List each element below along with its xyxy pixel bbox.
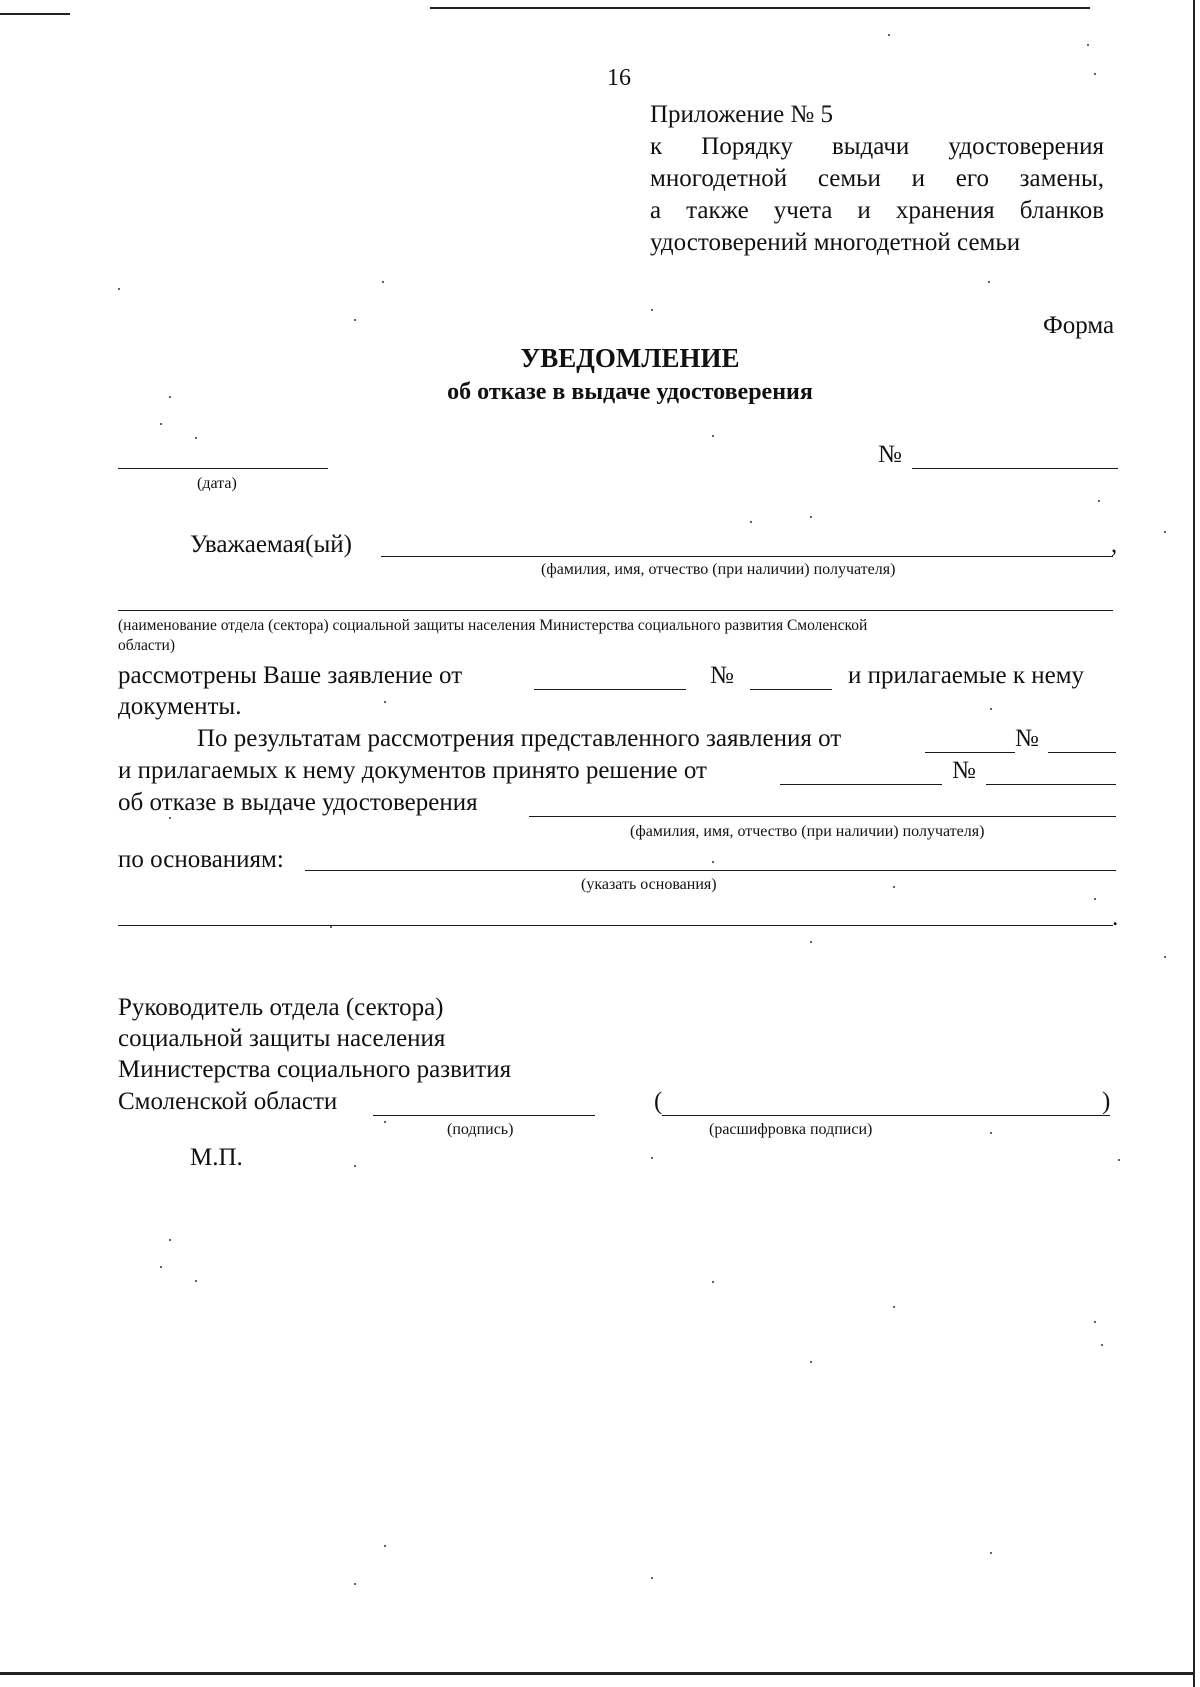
signatory-line-1: Руководитель отдела (сектора) bbox=[118, 994, 444, 1021]
scan-speck bbox=[169, 817, 171, 819]
scan-speck bbox=[988, 281, 990, 283]
notice-number-sign: № bbox=[878, 441, 902, 468]
department-caption-2: области) bbox=[118, 637, 175, 654]
scan-speck bbox=[354, 319, 356, 321]
scan-speck bbox=[354, 1583, 356, 1585]
scan-speck bbox=[118, 288, 120, 290]
scan-speck bbox=[810, 1361, 812, 1363]
scan-speck bbox=[195, 1280, 197, 1282]
scan-speck bbox=[1094, 73, 1096, 75]
page-number: 16 bbox=[607, 65, 631, 91]
paragraph1-text-2: и прилагаемые к нему bbox=[848, 662, 1085, 689]
appendix-line-4: удостоверений многодетной семьи bbox=[650, 229, 1021, 256]
date-caption: (дата) bbox=[197, 475, 237, 492]
grounds-caption: (указать основания) bbox=[581, 876, 717, 893]
scan-speck bbox=[169, 396, 171, 398]
signatory-line-3: Министерства социального развития bbox=[118, 1056, 512, 1083]
scan-speck bbox=[990, 708, 992, 710]
scan-speck bbox=[1164, 531, 1166, 533]
scan-speck bbox=[990, 1132, 992, 1134]
notice-number-line[interactable] bbox=[912, 468, 1118, 469]
appendix-line-2: многодетной семьи и его замены, bbox=[650, 165, 1104, 192]
scan-speck bbox=[893, 886, 895, 888]
paragraph1-line-2: документы. bbox=[118, 693, 242, 720]
document-subtitle: об отказе в выдаче удостоверения bbox=[447, 379, 813, 405]
scan-speck bbox=[1094, 898, 1096, 900]
scan-speck bbox=[712, 1281, 714, 1283]
form-label: Форма bbox=[1043, 312, 1115, 339]
signature-decode-caption: (расшифровка подписи) bbox=[709, 1121, 873, 1138]
appendix-line-3: а также учета и хранения бланков bbox=[650, 197, 1104, 224]
paragraph2-line-3: об отказе в выдаче удостоверения bbox=[118, 789, 478, 816]
scan-speck bbox=[169, 1239, 171, 1241]
application-number-line[interactable] bbox=[750, 689, 832, 690]
scan-speck bbox=[712, 435, 714, 437]
application-date-line[interactable] bbox=[534, 689, 686, 690]
grounds-end-dot: . bbox=[1112, 904, 1119, 931]
grounds-label: по основаниям: bbox=[118, 846, 284, 873]
decision-number-line[interactable] bbox=[986, 784, 1116, 785]
signature-close-paren: ) bbox=[1102, 1088, 1111, 1115]
scan-speck bbox=[990, 1552, 992, 1554]
scan-speck bbox=[750, 521, 752, 523]
department-line[interactable] bbox=[118, 610, 1113, 611]
paragraph2-line-1: По результатам рассмотрения представленного заявления от bbox=[197, 725, 842, 752]
scan-speck bbox=[1118, 1159, 1120, 1161]
review-application-date-line[interactable] bbox=[925, 752, 1015, 753]
scan-speck bbox=[160, 1266, 162, 1268]
signatory-line-4: Смоленской области bbox=[118, 1088, 338, 1115]
paragraph2-line-2: и прилагаемых к нему документов принято решение от bbox=[118, 757, 707, 784]
scan-speck bbox=[160, 423, 162, 425]
scan-speck bbox=[384, 1121, 386, 1123]
recipient-name-caption: (фамилия, имя, отчество (при наличии) получателя) bbox=[541, 561, 896, 578]
paragraph2-number-sign-2: № bbox=[952, 757, 976, 784]
refusal-recipient-caption: (фамилия, имя, отчество (при наличии) получателя) bbox=[630, 823, 985, 840]
scan-speck bbox=[1101, 1344, 1103, 1346]
scan-edge-bottom bbox=[0, 1672, 1193, 1675]
greeting-comma: , bbox=[1111, 531, 1118, 558]
scan-speck bbox=[1087, 44, 1089, 46]
scan-speck bbox=[810, 941, 812, 943]
decision-date-line[interactable] bbox=[780, 784, 942, 785]
scan-speck bbox=[384, 701, 386, 703]
signature-decode-line[interactable] bbox=[662, 1115, 1110, 1116]
scan-speck bbox=[810, 516, 812, 518]
date-field-line[interactable] bbox=[118, 468, 328, 469]
stamp-placeholder: М.П. bbox=[190, 1144, 243, 1171]
scan-speck bbox=[382, 281, 384, 283]
scan-speck bbox=[354, 1165, 356, 1167]
scan-speck bbox=[1164, 956, 1166, 958]
department-caption-1: (наименование отдела (сектора) социальной защиты населения Министерства социального развития Смоленской bbox=[118, 617, 868, 634]
scan-speck bbox=[712, 861, 714, 863]
scan-speck bbox=[888, 34, 890, 36]
paragraph2-number-sign-1: № bbox=[1015, 725, 1039, 752]
scan-speck bbox=[651, 1577, 653, 1579]
greeting-label: Уважаемая(ый) bbox=[190, 531, 352, 558]
paragraph1-text: рассмотрены Ваше заявление от bbox=[118, 662, 463, 689]
signature-caption: (подпись) bbox=[447, 1121, 514, 1138]
document-title: УВЕДОМЛЕНИЕ bbox=[520, 343, 740, 373]
scan-edge-right bbox=[1193, 0, 1195, 1687]
appendix-title: Приложение № 5 bbox=[650, 101, 834, 128]
scan-edge-top bbox=[430, 7, 1090, 9]
paragraph1-number-sign: № bbox=[710, 662, 734, 689]
review-application-number-line[interactable] bbox=[1048, 752, 1116, 753]
scan-speck bbox=[384, 1545, 386, 1547]
signature-open-paren: ( bbox=[654, 1088, 663, 1115]
scan-speck bbox=[651, 1157, 653, 1159]
scan-speck bbox=[1098, 500, 1100, 502]
scan-speck bbox=[195, 437, 197, 439]
scan-speck bbox=[1094, 1321, 1096, 1323]
appendix-line-1: к Порядку выдачи удостоверения bbox=[650, 133, 1104, 160]
signature-line[interactable] bbox=[373, 1115, 595, 1116]
refusal-recipient-line[interactable] bbox=[529, 816, 1116, 817]
scan-speck bbox=[893, 1306, 895, 1308]
scan-edge-top-left bbox=[0, 13, 70, 15]
scan-speck bbox=[651, 309, 653, 311]
grounds-line-1[interactable] bbox=[305, 870, 1116, 871]
scan-speck bbox=[330, 926, 332, 928]
recipient-name-line[interactable] bbox=[381, 556, 1113, 557]
grounds-line-2[interactable] bbox=[118, 925, 1113, 926]
signatory-line-2: социальной защиты населения bbox=[118, 1025, 446, 1052]
